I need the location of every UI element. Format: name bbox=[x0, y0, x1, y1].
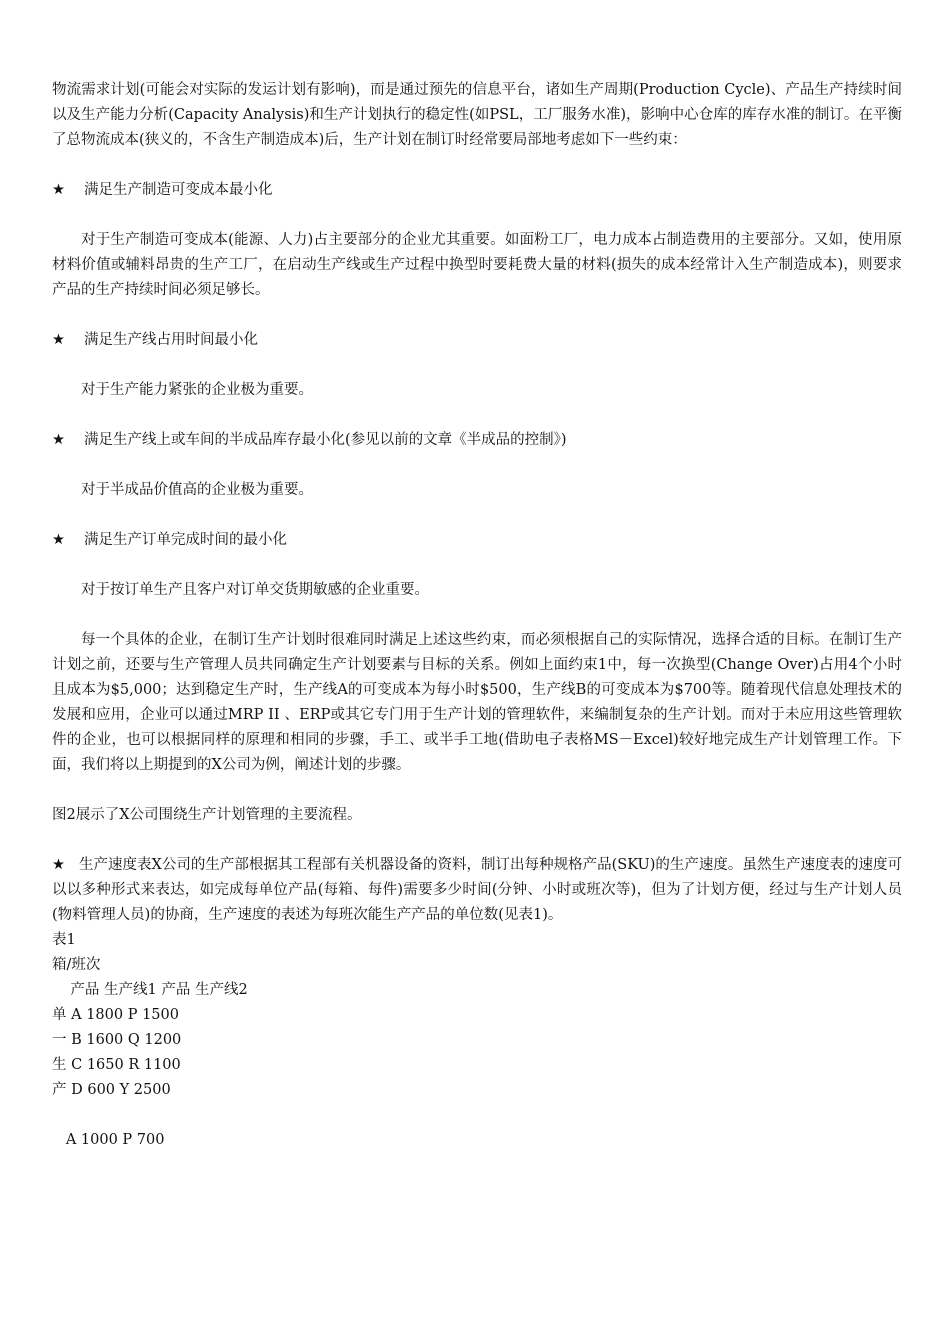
body-paragraph: 每一个具体的企业，在制订生产计划时很难同时满足上述这些约束，而必须根据自己的实际情况，选择合适的目标。在制订生产计划之前，还要与生产管理人员共同确定生产计划要素与目标的关系。例如上面约束1中，每一次换型(Change Over)占用4个小时且成本为$5,000；达到稳定生产时，生产线A的可变成本为每小时$500，生产线B的可变成本为$700等。随着现代信息处理技术的发展和应用，企业可以通过MRP II 、ERP或其它专门用于生产计划的管理软件，来编制复杂的生产计划。而对于未应用这些管理软件的企业，也可以根据同样的原理和相同的步骤，手工、或半手工地(借助电子表格MS－Excel)较好地完成生产计划管理工作。下面，我们将以上期提到的X公司为例，阐述计划的步骤。 bbox=[52, 632, 902, 773]
table-row: 生 C 1650 R 1100 bbox=[52, 1057, 181, 1073]
constraint-description: 对于生产能力紧张的企业极为重要。 bbox=[81, 382, 313, 398]
constraint-title: 满足生产线上或车间的半成品库存最小化(参见以前的文章《半成品的控制》) bbox=[84, 432, 567, 448]
constraint-description: 对于按订单生产且客户对订单交货期敏感的企业重要。 bbox=[81, 582, 429, 598]
intro-paragraph: 物流需求计划(可能会对实际的发运计划有影响)，而是通过预先的信息平台，诸如生产周期(Production Cycle)、产品生产持续时间以及生产能力分析(Capacity Analysis)和生产计划执行的稳定性(如PSL，工厂服务水准)，影响中心仓库的库存水准的制订。在平衡了总物流成本(狭义的，不含生产制造成本)后，生产计划在制订时经常要局部地考虑如下一些约束： bbox=[52, 82, 902, 148]
star-icon: ★ bbox=[52, 182, 65, 198]
document-page bbox=[52, 78, 902, 1153]
table-row: 产 D 600 Y 2500 bbox=[52, 1082, 171, 1098]
star-icon: ★ bbox=[52, 857, 66, 873]
table-caption: 表1 bbox=[52, 932, 76, 948]
constraint-description: 对于半成品价值高的企业极为重要。 bbox=[81, 482, 313, 498]
figure-note: 图2展示了X公司围绕生产计划管理的主要流程。 bbox=[52, 807, 362, 823]
speed-table-paragraph bbox=[52, 853, 902, 928]
speed-table-text: 生产速度表X公司的生产部根据其工程部有关机器设备的资料，制订出每种规格产品(SKU)的生产速度。虽然生产速度表的速度可以以多种形式来表达，如完成每单位产品(每箱、每件)需要多少时间(分钟、小时或班次等)，但为了计划方便，经过与生产计划人员(物料管理人员)的协商，生产速度的表述为每班次能生产产品的单位数(见表1)。 bbox=[52, 857, 903, 923]
table-unit: 箱/班次 bbox=[52, 957, 101, 973]
constraint-item bbox=[52, 328, 902, 353]
table-row: 单 A 1800 P 1500 bbox=[52, 1007, 179, 1023]
star-icon: ★ bbox=[52, 332, 65, 348]
constraint-title: 满足生产订单完成时间的最小化 bbox=[84, 532, 287, 548]
table-header: 产品 生产线1 产品 生产线2 bbox=[52, 982, 248, 998]
star-icon: ★ bbox=[52, 432, 65, 448]
constraint-title: 满足生产线占用时间最小化 bbox=[84, 332, 258, 348]
constraint-item bbox=[52, 428, 902, 453]
constraint-item bbox=[52, 178, 902, 203]
constraint-title: 满足生产制造可变成本最小化 bbox=[84, 182, 273, 198]
constraint-description: 对于生产制造可变成本(能源、人力)占主要部分的企业尤其重要。如面粉工厂，电力成本占制造费用的主要部分。又如，使用原材料价值或辅料昂贵的生产工厂，在启动生产线或生产过程中换型时要耗费大量的材料(损失的成本经常计入生产制造成本)，则要求产品的生产持续时间必须足够长。 bbox=[52, 232, 902, 298]
constraint-item bbox=[52, 528, 902, 553]
star-icon: ★ bbox=[52, 532, 65, 548]
table-row: A 1000 P 700 bbox=[52, 1132, 165, 1148]
table-row: 一 B 1600 Q 1200 bbox=[52, 1032, 182, 1048]
